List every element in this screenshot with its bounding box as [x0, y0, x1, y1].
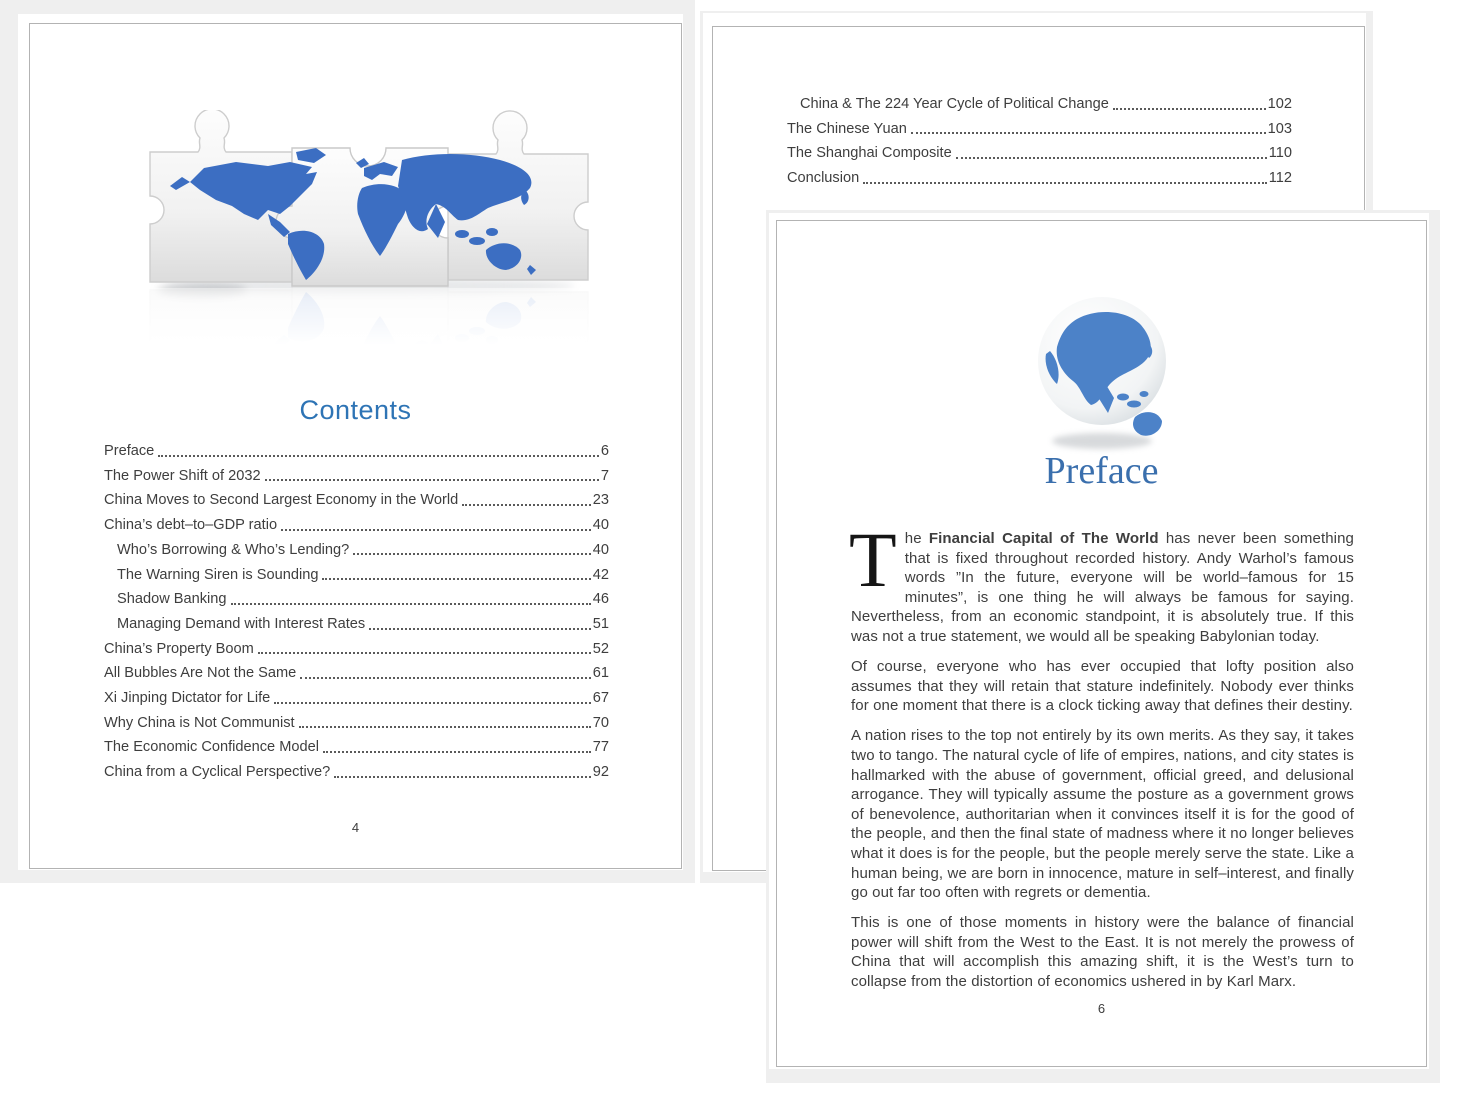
toc-entry	[104, 561, 609, 586]
toc-entry-page-number: 110	[1268, 145, 1292, 162]
toc-leader-dots	[300, 677, 591, 679]
toc-entry-page-number: 103	[1267, 120, 1292, 137]
toc-entry	[787, 165, 1292, 190]
toc-leader-dots	[462, 504, 591, 506]
toc-entry-label: The Power Shift of 2032	[104, 467, 261, 484]
page-number-footer: 4	[351, 820, 360, 835]
toc-entry-label: The Shanghai Composite	[787, 145, 952, 162]
toc-leader-dots	[323, 751, 591, 753]
toc-entry-page-number: 52	[592, 640, 609, 657]
preface-title: Preface	[1044, 450, 1159, 492]
toc-entry-page-number: 77	[592, 739, 609, 756]
toc-entry	[104, 586, 609, 611]
toc-leader-dots	[863, 182, 1267, 184]
toc-entry	[104, 759, 609, 784]
toc-entry	[787, 116, 1292, 141]
page-number-footer: 6	[1097, 1001, 1106, 1016]
toc-leader-dots	[158, 455, 599, 457]
toc-leader-dots	[956, 157, 1267, 159]
toc-entry-page-number: 61	[592, 665, 609, 682]
preface-body	[849, 516, 1354, 1002]
toc-entry-label: China Moves to Second Largest Economy in the World	[104, 492, 459, 509]
toc-entry-page-number: 23	[592, 492, 609, 509]
toc-leader-dots	[281, 529, 591, 531]
toc-entry	[104, 537, 609, 562]
contents-title: Contents	[299, 395, 412, 425]
toc-entry-label: China’s Property Boom	[104, 640, 254, 657]
page-sheet	[776, 220, 1427, 1067]
toc-entry	[104, 438, 609, 463]
toc-entry-page-number: 42	[592, 566, 609, 583]
toc-entry-label: All Bubbles Are Not the Same	[104, 665, 297, 682]
toc-entry-label: China & The 224 Year Cycle of Political Change	[800, 96, 1109, 113]
toc-entry-page-number: 40	[592, 541, 609, 558]
toc-leader-dots	[911, 132, 1266, 134]
toc-leader-dots	[299, 726, 591, 728]
toc-entry-label: Xi Jinping Dictator for Life	[104, 689, 271, 706]
puzzle-world-map-image	[140, 110, 600, 355]
toc-entry	[787, 140, 1292, 165]
preface-paragraph-2: Of course, everyone who has ever occupied that lofty position also assumes that they will retain that stature indefinitely. Nobody ever thinks for one moment that there is a clock ticking away that defines their destiny.	[851, 658, 1354, 715]
toc-entry	[104, 734, 609, 759]
table-of-contents	[104, 438, 609, 784]
preface-paragraph-4: This is one of those moments in history were the balance of financial power will shift from the West to the East. It is not merely the prowess of China that will accomplish this amazing shift, it is the West’s turn to collapse from the distortion of economics ushered in by Karl Marx.	[851, 914, 1354, 990]
toc-leader-dots	[231, 603, 591, 605]
toc-entry-label: Who’s Borrowing & Who’s Lending?	[117, 541, 350, 558]
globe-asia-image	[1017, 291, 1187, 471]
toc-leader-dots	[322, 578, 590, 580]
toc-entry-label: The Economic Confidence Model	[104, 739, 319, 756]
toc-entry-label: China from a Cyclical Perspective?	[104, 764, 331, 781]
toc-entry-label: Why China is Not Communist	[104, 714, 295, 731]
toc-entry-label: Managing Demand with Interest Rates	[117, 615, 366, 632]
page-sheet	[29, 23, 682, 869]
toc-leader-dots	[1113, 108, 1266, 110]
toc-leader-dots	[274, 702, 590, 704]
toc-entry-page-number: 67	[592, 689, 609, 706]
preface-paragraph-3: A nation rises to the top not entirely by its own merits. As they say, it takes two to tango. The natural cycle of life of empires, nations, and city states is hallmarked with the abuse of government, official greed, and delusional arrogance. They will typically assume the posture as a government grows of benevolence, authoritarian when it convinces itself it is for the good of the people, and then the final state of madness where it no longer believes what it does is for the people, but the people merely serve the state. Like a human being, we are born in innocence, mature in self–interest, and finally go out far too often with regrets or dementia.	[851, 727, 1354, 902]
toc-entry-label: Conclusion	[787, 170, 860, 187]
toc-entry-label: China’s debt–to–GDP ratio	[104, 517, 278, 534]
toc-leader-dots	[334, 776, 590, 778]
toc-entry	[104, 710, 609, 735]
toc-entry	[104, 611, 609, 636]
toc-entry-label: The Warning Siren is Sounding	[117, 566, 319, 583]
toc-entry-page-number: 51	[592, 615, 609, 632]
toc-entry-label: The Chinese Yuan	[787, 120, 907, 137]
toc-entry	[104, 685, 609, 710]
table-of-contents-continued	[787, 91, 1292, 190]
toc-entry-label: Preface	[104, 443, 155, 460]
toc-entry-page-number: 7	[600, 467, 609, 484]
toc-entry-page-number: 70	[592, 714, 609, 731]
toc-entry-label: Shadow Banking	[117, 591, 227, 608]
toc-leader-dots	[369, 628, 591, 630]
toc-entry	[104, 660, 609, 685]
toc-entry	[104, 512, 609, 537]
preface-paragraph-1: The Financial Capital of The World has never been something that is fixed throughout recorded history. Andy Warhol’s famous words ”In the future, everyone will be world–famous for 15 minutes”, is one thing he will always be famous for saying. Nevertheless, from an economic standpoint, it is absolutely true. If this was not a true statement, we would all be speaking Babylonian today.	[849, 516, 1354, 645]
toc-entry	[104, 463, 609, 488]
toc-entry-page-number: 112	[1268, 170, 1292, 187]
toc-entry-page-number: 40	[592, 517, 609, 534]
toc-leader-dots	[265, 479, 599, 481]
toc-entry-page-number: 46	[592, 591, 609, 608]
toc-leader-dots	[353, 553, 590, 555]
toc-entry	[104, 636, 609, 661]
toc-leader-dots	[258, 652, 591, 654]
toc-entry-page-number: 6	[600, 443, 609, 460]
toc-entry	[104, 487, 609, 512]
toc-entry-page-number: 102	[1267, 96, 1292, 113]
toc-entry-page-number: 92	[592, 764, 609, 781]
toc-entry	[787, 91, 1292, 116]
drop-cap: T	[849, 516, 897, 603]
